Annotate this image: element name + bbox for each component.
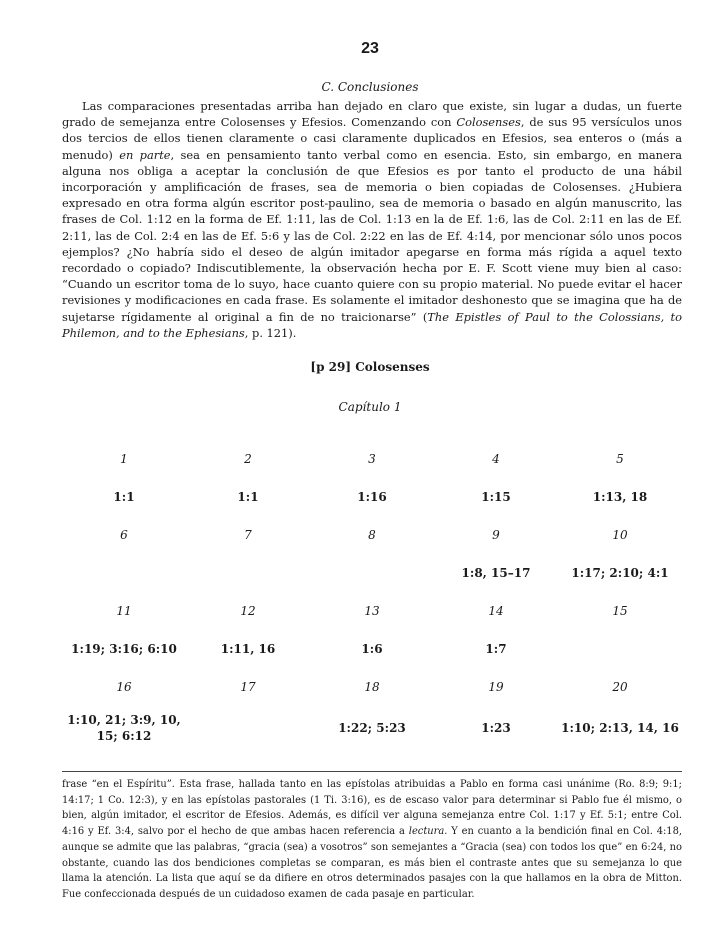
ephesians-reference: 1:15	[481, 490, 511, 504]
body-text-part: , sea en pensamiento tanto verbal como en esencia. Esto, sin embargo, en manera alguna nos obliga a aceptar la conclusión de que Efesios es por tanto el producto de una hábil incorporación y amplificación de frases, sea de memoria o bien copiadas de Colosenses. ¿Hubiera expresado en otra forma algún escritor post-paulino, sea de memoria o basado en algún manuscrito, las frases de Col. 1:12 en la forma de Ef. 1:11, las de Col. 1:13 en la de Ef. 1:6, las de Col. 2:11 en las de Ef. 2:11, las de Col. 2:4 en las de Ef. 5:6 y las de Col. 2:22 en las de Ef. 4:14, por mencionar sólo unos pocos ejemplos? ¿No habría sido el deseo de algún imitador apegarse en forma más rígida a aquel texto recordado o copiado? Indiscutiblemente, la observación hecha por E. F. Scott viene muy bien al caso: “Cuando un escritor toma de lo suyo, hace cuanto quiere con su propio material. No puede evitar el hacer revisiones y modificaciones en cada frase. Es solamente el imitador deshonesto que se imagina que ha de sujetarse rígidamente al original a fin de no traicionarse” (	[62, 147, 682, 324]
verse-number-row	[62, 440, 682, 478]
ephesians-reference: 1:13, 18	[592, 490, 648, 504]
verse-number: 16	[116, 680, 132, 694]
footnote	[62, 777, 682, 903]
footnote-italic-part: lectura	[408, 826, 445, 838]
verse-number: 18	[364, 680, 380, 694]
ephesians-reference	[310, 554, 434, 592]
ephesians-reference-row	[62, 706, 682, 750]
verse-number: 17	[240, 680, 256, 694]
verse-number: 1	[120, 452, 128, 466]
verse-number: 6	[120, 528, 128, 542]
verse-number: 15	[612, 604, 628, 618]
ephesians-reference: 1:11, 16	[220, 642, 276, 656]
ephesians-reference: 1:1	[113, 490, 135, 504]
body-text-part: Las comparaciones presentadas arriba han dejado en claro que existe, sin lugar a dudas, un fuerte grado de semejanza entre Colosenses y Efesios. Comenzando con	[62, 99, 682, 130]
verse-reference-grid	[62, 440, 682, 750]
verse-number: 20	[612, 680, 628, 694]
ephesians-reference: 1:19; 3:16; 6:10	[71, 642, 177, 656]
body-paragraph	[62, 98, 682, 341]
ephesians-reference: 1:8, 15–17	[461, 566, 531, 580]
verse-number: 4	[492, 452, 500, 466]
book-title-italic: The Epistles of Paul to the Colossians, to Philemon, and to the Ephesians	[62, 309, 682, 340]
ephesians-reference: 1:10, 21; 3:9, 10, 15; 6:12	[67, 713, 181, 743]
body-text-part: , p. 121).	[244, 325, 297, 340]
verse-number: 7	[244, 528, 252, 542]
footnote-text-part: . Y en cuanto a la bendición final en Col. 4:18, aunque se admite que las palabras, “gracia (sea) a vosotros” son semejantes a “Gracia (sea) con todos los que” en 6:24, no obstante, cuando las dos bendiciones completas se comparan, es más bien el contraste antes que su semejanza lo que llama la atención. La lista que aquí se da difiere en otros determinados pasajes con la que hallamos en la obra de Mitton. Fue confeccionada después de un cuidadoso examen de cada pasaje en particular.	[62, 826, 683, 900]
verse-number: 3	[368, 452, 376, 466]
body-italic-part: Colosenses	[456, 115, 521, 130]
ephesians-reference-row	[62, 630, 682, 668]
verse-number: 14	[488, 604, 504, 618]
chapter-heading: Capítulo 1	[338, 400, 402, 414]
verse-number-row	[62, 592, 682, 630]
ephesians-reference	[186, 706, 310, 750]
body-italic-part: en parte	[119, 147, 171, 162]
verse-number-row	[62, 668, 682, 706]
page-number: 23	[361, 40, 379, 57]
colossians-heading: [p 29] Colosenses	[310, 360, 430, 374]
ephesians-reference: 1:10; 2:13, 14, 16	[561, 721, 679, 735]
verse-number: 2	[244, 452, 252, 466]
ephesians-reference: 1:7	[485, 642, 507, 656]
verse-number: 13	[364, 604, 380, 618]
ephesians-reference: 1:1	[237, 490, 259, 504]
ephesians-reference	[186, 554, 310, 592]
verse-number: 11	[116, 604, 132, 618]
verse-number: 5	[616, 452, 624, 466]
ephesians-reference-row	[62, 478, 682, 516]
ephesians-reference	[62, 554, 186, 592]
ephesians-reference: 1:6	[361, 642, 383, 656]
footnote-divider	[62, 771, 682, 772]
verse-number-row	[62, 516, 682, 554]
verse-number: 9	[492, 528, 500, 542]
ephesians-reference: 1:17; 2:10; 4:1	[571, 566, 669, 580]
section-heading: C. Conclusiones	[321, 80, 419, 94]
ephesians-reference-row	[62, 554, 682, 592]
ephesians-reference: 1:23	[481, 721, 511, 735]
verse-number: 8	[368, 528, 376, 542]
ephesians-reference: 1:16	[357, 490, 387, 504]
footnote-text-part: frase “en el Espíritu”. Esta frase, hallada tanto en las epístolas atribuidas a Pablo en forma casi unánime (Ro. 8:9; 9:1; 14:17; 1 Co. 12:3), y en las epístolas pastorales (1 Ti. 3:16), es de escaso valor para determinar si Pablo fue él mismo, o bien, algún imitador, el escritor de Efesios. Además, es difícil ver alguna semejanza entre Col. 1:17 y Ef. 5:1; entre Col. 4:16 y Ef. 3:4, salvo por el hecho de que ambas hacen referencia a	[62, 779, 682, 838]
verse-number: 10	[612, 528, 628, 542]
verse-number: 12	[240, 604, 256, 618]
ephesians-reference	[558, 630, 682, 668]
verse-number: 19	[488, 680, 504, 694]
ephesians-reference: 1:22; 5:23	[338, 721, 406, 735]
body-text-part: , de sus 95 versículos unos dos tercios de ellos tienen claramente o casi claramente duplicados en Efesios, sea enteros o (más a menudo)	[62, 115, 682, 162]
